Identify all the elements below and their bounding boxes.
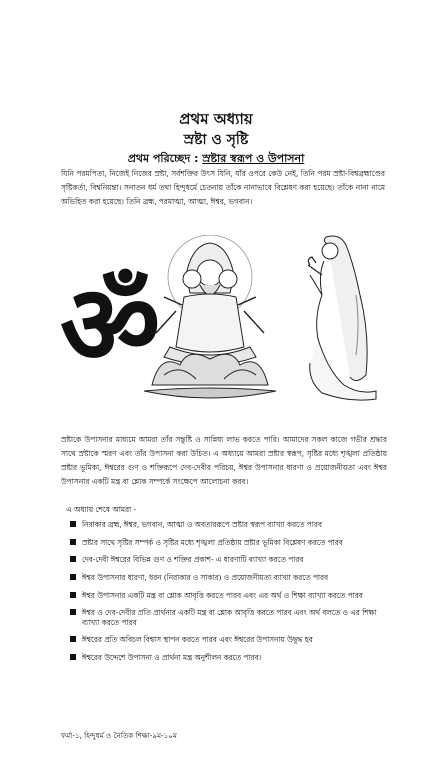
objective-item: ঈশ্বরের প্রতি অবিচল বিশ্বাস স্থাপন করতে পারব এবং ঈশ্বরের উপাসনায় উদ্বুদ্ধ হব <box>70 635 380 644</box>
intro-paragraph: যিনি পরমপিতা, নিজেই নিজের স্রষ্টা, সর্বশক্তির উৎস যিনি, যাঁর ওপরে কেউ নেই, তিনি পরম স্রষ্টা-বিশ্বব্রহ্মাণ্ডের সৃষ্টিকর্তা, বিশ্বনিয়ন্তা। সনাতন ধর্ম তথা হিন্দুধর্মে চেতনায় তাঁকে নানাভাবে বিশ্লেষণ করা হয়েছে। তাঁকে নানা নামে অভিহিত করা হয়েছে। তিনি ব্রহ্ম, পরমাত্মা, আত্মা, ঈশ্বর, ভগবান। <box>61 169 385 206</box>
objective-item: ঈশ্বর উপাসনার একটি মন্ত্র বা শ্লোক আবৃত্তি করতে পারব এবং এর অর্থ ও শিক্ষা ব্যাখ্যা করতে পারব <box>70 591 380 600</box>
objective-item: ঈশ্বরের উদ্দেশে উপাসনা ও প্রার্থনা মন্ত্র অনুশীলন করতে পারব। <box>70 653 380 662</box>
objective-item: দেব-দেবী ঈশ্বরের বিভিন্ন গুণ ও শক্তির প্রকাশ- এ ধারণাটি ব্যাখ্যা করতে পারব <box>70 555 380 564</box>
objectives-intro: এ অধ্যায় শেষে আমরা - <box>66 505 137 514</box>
objective-item: ঈশ্বর উপাসনার ধারণা, ধরন (নিরাকার ও সাকার) ও প্রয়োজনীয়তা ব্যাখ্যা করতে পারব <box>70 573 380 582</box>
praying-woman-icon <box>308 236 376 400</box>
om-glyph: ॐ <box>60 261 161 389</box>
chapter-overview-paragraph: স্রষ্টাকে উপাসনার মাধ্যমে আমরা তাঁর সন্তুষ্টি ও সান্নিধ্য লাভ করতে পারি। আমাদের সকল কাজে গভীর শ্রদ্ধার সাথে স্রষ্টাকে স্মরণ এবং তাঁর উপাসনা করা উচিত। এ অধ্যায়ে আমরা স্রষ্টার স্বরূপ, সৃষ্টির মধ্যে শৃঙ্খলা প্রতিষ্ঠায় স্রষ্টার ভূমিকা, ঈশ্বরের গুণ ও শক্তিরূপে দেব-দেবীর পরিচয়, ঈশ্বর উপাসনার ধারণা ও প্রয়োজনীয়তা এবং ঈশ্বর উপাসনার একটি মন্ত্র বা শ্লোক সম্পর্কে সংক্ষেপে আলোচনা করব। <box>61 435 387 486</box>
brahma-on-lotus-icon <box>144 235 276 398</box>
objective-item: স্রষ্টার সাথে সৃষ্টির সম্পর্ক ও সৃষ্টির মধ্যে শৃঙ্খলা প্রতিষ্ঠায় স্রষ্টার ভূমিকা বিশ্লেষণ করতে পারব <box>70 538 380 547</box>
objectives-list <box>70 520 380 671</box>
page-footer: ফর্মা-১, হিন্দুধর্ম ও নৈতিক শিক্ষা-৯ম-১০ম <box>61 731 177 740</box>
om-symbol-icon <box>60 261 160 389</box>
chapter-subtitle: স্রষ্টা ও সৃষ্টি <box>183 132 249 148</box>
illustration <box>60 235 390 405</box>
section-prefix: প্রথম পরিচ্ছেদ : <box>127 152 199 165</box>
objective-item: ঈশ্বর ও দেব-দেবীর প্রতি প্রার্থনার একটি মন্ত্র বা শ্লোক আবৃত্তি করতে পারব এবং অর্থ বলতে ও এর শিক্ষা ব্যাখ্যা করতে পারব <box>70 608 380 627</box>
objective-item: নিরাকার ব্রহ্ম, ঈশ্বর, ভগবান, আত্মা ও অবতাররূপে স্রষ্টার স্বরূপ ব্যাখ্যা করতে পারব <box>70 520 380 529</box>
chapter-title: প্রথম অধ্যায় <box>179 110 253 128</box>
section-title: স্রষ্টার স্বরূপ ও উপাসনা <box>202 152 305 165</box>
